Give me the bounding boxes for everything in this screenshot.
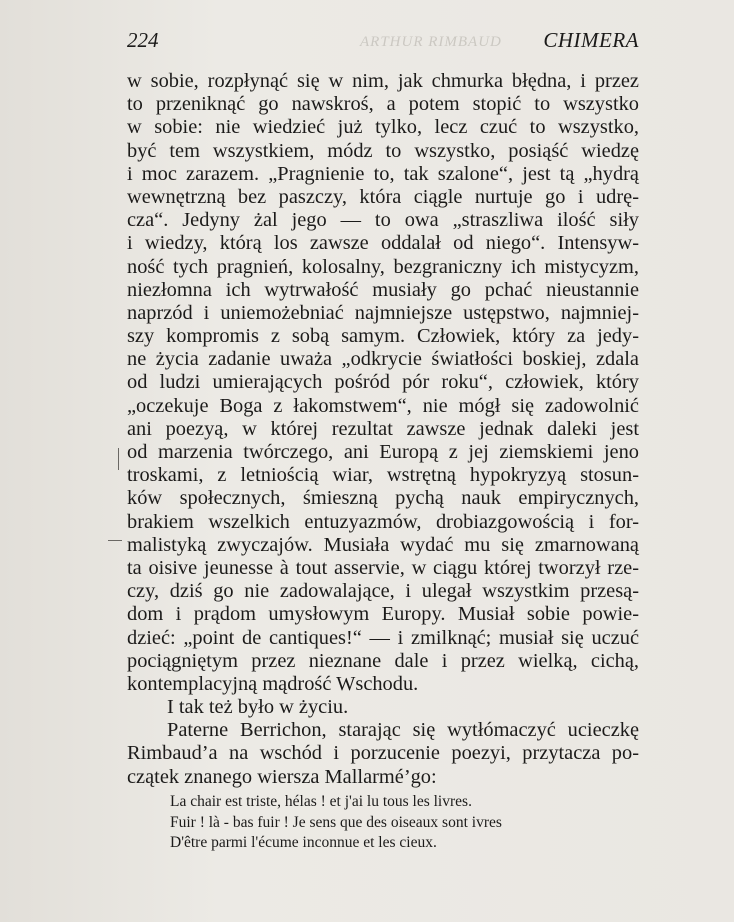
text-line: pociągniętym przez nieznane dale i przez wielką, cichą, [127,649,639,672]
text-line: od marzenia twórczego, ani Europą z jej ziemskiemi jeno [127,441,639,463]
text-line: od ludzi umierających pośród pór roku“, człowiek, który [127,371,639,394]
text-line: niezłomna ich wytrwałość musiały go pchać nieustannie [127,278,639,301]
text-line: być tem wszystkiem, módz to wszystko, posiąść wiedzę [127,139,639,162]
poem-line: Fuir ! là - bas fuir ! Je sens que des oiseaux sont ivres [170,813,502,831]
margin-pencil-mark [118,448,119,470]
text-line: to przeniknąć go nawskroś, a potem stopić to wszystko [127,93,639,116]
text-line: cza“. Jedyny żal jego — to owa „straszliwa ilość siły [127,209,639,232]
text-line: kontemplacyjną mądrość Wschodu. [127,672,419,695]
text-line: ne życia zadanie uważa „odkrycie światłości boskiej, zdala [127,348,639,371]
text-line: ta oisive jeunesse à tout asservie, w ciągu której tworzył rze- [127,556,639,579]
text-line: i moc zarazem. „Pragnienie to, tak szalone“, jest tą „hydrą [127,162,639,185]
text-line: „oczekuje Boga z łakomstwem“, nie mógł się zadowolnić [127,394,639,417]
text-line: w sobie: nie wiedzieć już tylko, lecz czuć to wszystko, [127,116,639,139]
running-title: CHIMERA [543,28,639,52]
text-line: czy, dziś go nie zadowalające, i ulegał wszystkim przesą- [127,580,639,603]
margin-pencil-mark [108,540,122,541]
text-line: brakiem wszelkich entuzyazmów, drobiazgowością i for- [127,510,639,533]
text-line: czątek znanego wiersza Mallarmé’go: [127,765,437,788]
poem-quotation [170,792,590,854]
text-line: naprzód i uniemożebniać najmniejsze ustępstwo, najmniej- [127,301,639,324]
paragraph-start-line: Paterne Berrichon, starając się wytłómaczyć ucieczkę [167,719,639,742]
text-line: i wiedzy, którą los zawsze oddalał od niego“. Intensyw- [127,232,639,255]
text-line: ność tych pragnień, kolosalny, bezgraniczny ich mistycyzm, [127,255,639,278]
poem-line: La chair est triste, hélas ! et j'ai lu tous les livres. [170,793,472,810]
text-line: ków społecznych, śmieszną pychą nauk empirycznych, [127,487,639,510]
text-line: dzieć: „point de cantiques!“ — i zmilknąć; musiał się uczuć [127,626,639,649]
text-line: dom i prądom umysłowym Europy. Musiał sobie powie- [127,603,639,626]
text-line: szy kompromis z sobą samym. Człowiek, który za jedy- [127,325,639,348]
paragraph-start-line: I tak też było w życiu. [167,696,349,719]
text-line: w sobie, rozpłynąć się w nim, jak chmurka błędna, i przez [127,70,639,92]
body-text [127,70,639,789]
poem-line: D'être parmi l'écume inconnue et les cieux. [170,834,437,851]
text-line: ani poezyą, w której rezultat zawsze jednak daleki jest [127,417,639,440]
text-line: troskami, z letniością wiar, wstrętną hypokryzyą stosun- [127,464,639,487]
bleed-through-text: ARTHUR RIMBAUD [360,34,502,50]
text-line: Rimbaud’a na wschód i porzucenie poezyi, przytacza po- [127,742,639,765]
page-header [127,28,639,58]
text-line: wewnętrzną bez paszczy, która ciągle nurtuje go i udrę- [127,185,639,208]
page-number: 224 [127,28,159,52]
text-line: malistyką zwyczajów. Musiała wydać mu się zmarnowaną [127,533,639,556]
